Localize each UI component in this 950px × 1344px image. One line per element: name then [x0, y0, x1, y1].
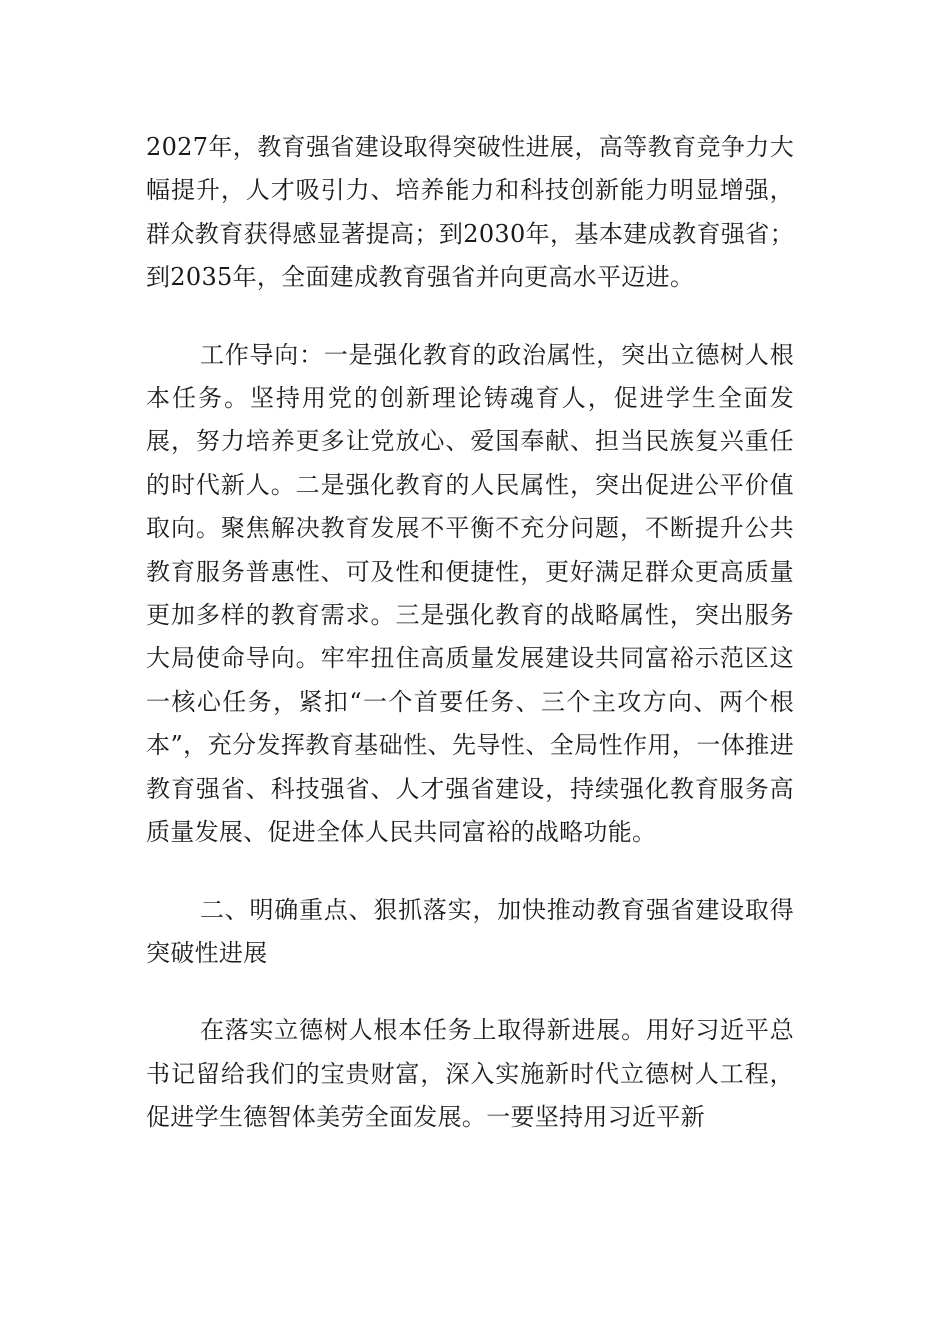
paragraph-work-orientation: 工作导向：一是强化教育的政治属性，突出立德树人根本任务。坚持用党的创新理论铸魂育人，促进学生全面发展，努力培养更多让党放心、爱国奉献、担当民族复兴重任的时代新人。二是强化教育的人民属性，突出促进公平价值取向。聚焦解决教育发展不平衡不充分问题，不断提升公共教育服务普惠性、可及性和便捷性，更好满足群众更高质量更加多样的教育需求。三是强化教育的战略属性，突出服务大局使命导向。牢牢扭住高质量发展建设共同富裕示范区这一核心任务，紧扣“一个首要任务、三个主攻方向、两个根本”，充分发挥教育基础性、先导性、全局性作用，一体推进教育强省、科技强省、人才强省建设，持续强化教育服务高质量发展、促进全体人民共同富裕的战略功能。: [146, 340, 794, 847]
paragraph-moral-education: 在落实立德树人根本任务上取得新进展。用好习近平总书记留给我们的宝贵财富，深入实施新时代立德树人工程，促进学生德智体美劳全面发展。一要坚持用习近平新: [146, 1016, 794, 1132]
paragraph-goals-continuation: 2027年，教育强省建设取得突破性进展，高等教育竞争力大幅提升，人才吸引力、培养能力和科技创新能力明显增强，群众教育获得感显著提高；到2030年，基本建成教育强省；到2035年，全面建成教育强省并向更高水平迈进。: [146, 133, 794, 292]
section-heading-two: 二、明确重点、狠抓落实，加快推动教育强省建设取得突破性进展: [146, 895, 794, 967]
document-page: [146, 126, 794, 1140]
